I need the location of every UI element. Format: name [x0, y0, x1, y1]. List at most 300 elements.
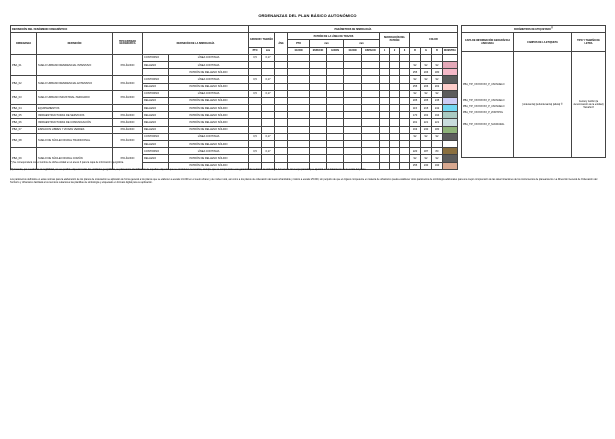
symbol-definition: LÍNEA CONTINUA — [169, 76, 249, 83]
ordinance-definition: SUELO URBANO RESIDENCIAL INTENSIVO — [37, 54, 113, 76]
empty-cell — [390, 105, 400, 112]
empty-cell — [380, 119, 390, 126]
color-r: 255 — [410, 83, 421, 90]
color-b: 92 — [432, 155, 443, 162]
empty-cell — [380, 97, 390, 104]
empty-cell — [288, 112, 310, 119]
document-title: ORDENANZAS DEL PLAN BÁSICO AUTONÓMICO — [258, 13, 357, 18]
angle-header: ÁNG — [275, 33, 288, 55]
thickness-mm: 0,17 — [262, 90, 275, 97]
ordinance-code: PBA_03 — [11, 90, 37, 104]
ordinance-definition: SUELO URBANO RESIDENCIAL EXTENSIVO — [37, 76, 113, 90]
color-sample — [443, 97, 458, 104]
thickness-mm — [262, 112, 275, 119]
empty-cell — [327, 141, 344, 148]
empty-cell — [390, 69, 400, 76]
layer-header: CAPA DE INFORMACIÓN GEOGRÁFICA ASOCIADA — [462, 33, 514, 52]
symbol-definition: PATRÓN DE RELLENO SÓLIDO — [169, 83, 249, 90]
color-g: 206 — [421, 83, 432, 90]
empty-cell — [327, 119, 344, 126]
color-g: 230 — [421, 162, 432, 169]
symbol-element: CONTORNO — [143, 76, 169, 83]
empty-cell — [380, 83, 390, 90]
empty-cell — [275, 97, 288, 104]
empty-cell — [344, 105, 362, 112]
fields-header: CAMPOS DE LA ETIQUETA — [514, 33, 572, 52]
color-b: 221 — [432, 119, 443, 126]
color-b: 180 — [432, 69, 443, 76]
symbol-element: RELLENO — [143, 155, 169, 162]
espacio-header: ESPACIO — [310, 47, 327, 54]
thickness-pto — [249, 97, 262, 104]
empty-cell — [380, 133, 390, 140]
ordinance-definition: EQUIPAMIENTOS — [37, 105, 113, 112]
empty-cell — [344, 112, 362, 119]
color-b: 92 — [432, 76, 443, 83]
color-b — [432, 54, 443, 61]
empty-cell — [288, 141, 310, 148]
empty-cell — [327, 90, 344, 97]
empty-cell — [380, 69, 390, 76]
entity-type — [113, 105, 143, 112]
sep1-header: 1 — [380, 47, 390, 54]
empty-cell — [327, 148, 344, 155]
empty-cell — [362, 148, 380, 155]
empty-cell — [275, 105, 288, 112]
color-r: 92 — [410, 76, 421, 83]
ordinance-code: PBA_07 — [11, 126, 37, 133]
empty-cell — [362, 119, 380, 126]
color-g: 202 — [421, 112, 432, 119]
empty-cell — [288, 69, 310, 76]
ordinance-code: PBA_06 — [11, 119, 37, 126]
color-b: 194 — [432, 112, 443, 119]
ordinance-code: PBA_01 — [11, 54, 37, 76]
empty-cell — [327, 61, 344, 68]
empty-cell — [344, 148, 362, 155]
thickness-header: GROSOR / TAMAÑO — [249, 33, 275, 47]
color-sample — [443, 61, 458, 68]
empty-cell — [380, 54, 390, 61]
empty-cell — [400, 119, 410, 126]
empty-cell — [327, 126, 344, 133]
color-r: 115 — [410, 105, 421, 112]
entity-type: POLÍGONO — [113, 148, 143, 170]
empty-cell — [400, 83, 410, 90]
thickness-mm: 0,17 — [262, 133, 275, 140]
color-g: 187 — [421, 148, 432, 155]
ordinance-code: PBA_05 — [11, 112, 37, 119]
empty-cell — [310, 126, 327, 133]
empty-cell — [327, 112, 344, 119]
entity-type: POLÍGONO — [113, 76, 143, 90]
thickness-mm: 0,17 — [262, 76, 275, 83]
color-sample — [443, 105, 458, 112]
empty-cell — [380, 148, 390, 155]
empty-cell — [344, 54, 362, 61]
empty-cell — [400, 133, 410, 140]
empty-cell — [344, 90, 362, 97]
empty-cell — [344, 119, 362, 126]
empty-cell — [390, 97, 400, 104]
empty-cell — [344, 61, 362, 68]
empty-cell — [288, 133, 310, 140]
ordinance-header: ORDENANZA — [11, 33, 37, 55]
empty-cell — [362, 54, 380, 61]
guion-header: GUION — [288, 47, 310, 54]
empty-cell — [310, 76, 327, 83]
labeling-title: PARÁMETROS DE ETIQUETADO — [513, 27, 551, 31]
empty-cell — [344, 83, 362, 90]
table-row — [11, 112, 458, 119]
empty-cell — [362, 69, 380, 76]
empty-cell — [288, 119, 310, 126]
labeling-table — [461, 25, 606, 158]
empty-cell — [362, 90, 380, 97]
empty-cell — [390, 112, 400, 119]
color-sample — [443, 119, 458, 126]
empty-cell — [310, 61, 327, 68]
color-r: 205 — [410, 97, 421, 104]
empty-cell — [362, 83, 380, 90]
note-1: (*) Se corresponderá con el nombre de dicha entidad en el anexo 3 para la capa de información geográfica. — [10, 161, 124, 164]
color-r: 92 — [410, 133, 421, 140]
symbol-definition: PATRÓN DE RELLENO SÓLIDO — [169, 155, 249, 162]
color-sample — [443, 69, 458, 76]
table-row — [11, 90, 458, 97]
symbol-element: CONTORNO — [143, 148, 169, 155]
thickness-mm — [262, 126, 275, 133]
color-r: 201 — [410, 119, 421, 126]
color-g: 221 — [421, 119, 432, 126]
color-g: 206 — [421, 69, 432, 76]
empty-cell — [310, 83, 327, 90]
empty-cell — [310, 148, 327, 155]
layer-item: PBA_TIP_XXXXXXXX_P_ZONTIPOL — [463, 110, 504, 114]
color-b: 245 — [432, 97, 443, 104]
symbol-element: RELLENO — [143, 126, 169, 133]
empty-cell — [390, 148, 400, 155]
note-3: Los parámetros definidos en estas normas para la elaboración de los planos de ordenación se aplicarán de forma general a los planos que se elaboren a escala 1/1.000 en el suelo urbano y de núcleo rural, así como a los planos de ordenación del suelo urbanizable y rústico a escala 1/5.000, sin perjuicio de que el órgano competente en materia de urbanismo pueda establecer otros parámetros de simbología adicionales para una mejor comprensión de las determinaciones de los instrumentos de planeamiento. La Dirección General de Ordenación del Territorio y Urbanismo facilitará a los técnicos redactores las plantillas de simbología y etiquetado en formato digital para su aplicación. — [10, 178, 598, 184]
color-sample — [443, 133, 458, 140]
empty-cell — [275, 148, 288, 155]
color-b: 180 — [432, 126, 443, 133]
empty-cell — [288, 90, 310, 97]
empty-cell — [275, 69, 288, 76]
empty-cell — [400, 141, 410, 148]
entity-type: POLÍGONO — [113, 112, 143, 119]
thickness-pto — [249, 69, 262, 76]
thickness-mm — [262, 141, 275, 148]
g-header: G — [421, 47, 432, 54]
empty-cell — [400, 54, 410, 61]
note-2: (**) Cuando, por cuestiones de legibilidad, no sea posible etiquetar todas las entidades geográficas, se planeará la identificación de aquellas etiquetas que se consideren necesarias, siempre que su comprensión esté garantizada mediante la simbología del terreno. El cuerpo (tamaño) se ajustará en el tratamiento de la escala del plano. — [10, 168, 367, 171]
pattern-mm2-header: mm — [344, 40, 380, 47]
r-header: R — [410, 47, 421, 54]
empty-cell — [310, 141, 327, 148]
color-r: 92 — [410, 90, 421, 97]
empty-cell — [327, 97, 344, 104]
empty-cell — [327, 105, 344, 112]
empty-cell — [362, 76, 380, 83]
ordinance-definition: ESPACIOS LIBRES Y ZONAS VERDES — [37, 126, 113, 133]
thickness-pto: 0,5 — [249, 76, 262, 83]
color-sample — [443, 54, 458, 61]
empty-cell — [310, 69, 327, 76]
color-g: 92 — [421, 155, 432, 162]
entity-type: POLÍGONO — [113, 126, 143, 133]
empty-cell — [390, 119, 400, 126]
symbol-element: RELLENO — [143, 97, 169, 104]
pattern-pto-header: PTO — [288, 40, 310, 47]
empty-cell — [400, 76, 410, 83]
empty-cell — [380, 76, 390, 83]
empty-cell — [327, 83, 344, 90]
thickness-pto — [249, 112, 262, 119]
empty-cell — [310, 105, 327, 112]
empty-cell — [275, 133, 288, 140]
empty-cell — [400, 148, 410, 155]
empty-cell — [400, 69, 410, 76]
empty-cell — [380, 105, 390, 112]
color-g: 92 — [421, 76, 432, 83]
empty-cell — [310, 97, 327, 104]
labeling-group-header — [462, 26, 606, 33]
color-sample — [443, 148, 458, 155]
color-g: 92 — [421, 133, 432, 140]
symbol-element: CONTORNO — [143, 54, 169, 61]
label-fields: [ordenanza] [subordenanza] [altura] ® — [514, 52, 572, 158]
empty-cell — [344, 133, 362, 140]
color-r: 255 — [410, 69, 421, 76]
thickness-mm — [262, 119, 275, 126]
thickness-pto — [249, 105, 262, 112]
entity-type: POLÍGONO — [113, 119, 143, 126]
symbol-element — [143, 69, 169, 76]
color-g: 230 — [421, 126, 432, 133]
empty-cell — [288, 83, 310, 90]
guion3-header: GUION — [344, 47, 362, 54]
font-header: TIPO Y TAMAÑO DE LETRA — [572, 33, 606, 52]
table-row — [11, 133, 458, 140]
pattern-mm-header: mm — [310, 40, 344, 47]
color-g: 205 — [421, 97, 432, 104]
thickness-pto: 0,5 — [249, 133, 262, 140]
empty-cell — [390, 61, 400, 68]
symbol-definition: PATRÓN DE RELLENO SÓLIDO — [169, 126, 249, 133]
symbol-definition: PATRÓN DE RELLENO SÓLIDO — [169, 141, 249, 148]
empty-cell — [275, 90, 288, 97]
empty-cell — [310, 90, 327, 97]
ordinance-definition: INFRAESTRUCTURAS DE SERVICIOS — [37, 112, 113, 119]
empty-cell — [275, 83, 288, 90]
ordinance-code: PBA_04 — [11, 105, 37, 112]
layer-item: PBA_TIP_XXXXXXXX_P_NUCRURAL — [463, 122, 505, 126]
table-row — [11, 119, 458, 126]
thickness-pto-header: PTO — [249, 47, 262, 54]
empty-cell — [380, 61, 390, 68]
color-r: 170 — [410, 112, 421, 119]
layer-list — [462, 52, 514, 158]
table-row — [11, 76, 458, 83]
entity-type: POLÍGONO — [113, 90, 143, 104]
empty-cell — [327, 69, 344, 76]
thickness-pto — [249, 61, 262, 68]
thickness-pto — [249, 119, 262, 126]
empty-cell — [400, 105, 410, 112]
thickness-pto: 0,5 — [249, 90, 262, 97]
empty-cell — [400, 126, 410, 133]
ordinance-definition: SUELO URBANO INDUSTRIAL-TERCIARIO — [37, 90, 113, 104]
symbology-definition-header: DEFINICIÓN DE LA SIMBOLOGÍA — [143, 33, 249, 55]
thickness-mm: 0,17 — [262, 148, 275, 155]
ordinance-code: PBA_08 — [11, 133, 37, 147]
thickness-mm — [262, 69, 275, 76]
symbol-element: RELLENO — [143, 112, 169, 119]
empty-cell — [390, 83, 400, 90]
empty-cell — [275, 61, 288, 68]
empty-cell — [275, 112, 288, 119]
thickness-mm — [262, 97, 275, 104]
empty-cell — [327, 133, 344, 140]
table-row — [11, 54, 458, 61]
empty-cell — [390, 54, 400, 61]
dash-pattern-header: PATRÓN DE LA LÍNEA DE TRAZOS — [288, 33, 380, 40]
symbol-definition: LÍNEA CONTINUA — [169, 90, 249, 97]
empty-cell — [275, 76, 288, 83]
thickness-pto — [249, 126, 262, 133]
sep3-header: 3 — [400, 47, 410, 54]
b-header: B — [432, 47, 443, 54]
empty-cell — [400, 112, 410, 119]
espacio2-header: ESPACIO — [362, 47, 380, 54]
empty-cell — [362, 141, 380, 148]
ordinance-code: PBA_09 — [11, 148, 37, 170]
color-sample — [443, 90, 458, 97]
ordinance-definition: SUELO DE NÚCLEO RURAL COMÚN — [37, 148, 113, 170]
color-sample — [443, 76, 458, 83]
empty-cell — [288, 97, 310, 104]
color-g — [421, 141, 432, 148]
symbol-element: RELLENO — [143, 119, 169, 126]
layer-item: PBA_TIP_XXXXXXXX_P_USOSUELO — [463, 82, 505, 86]
symbol-element: RELLENO — [143, 141, 169, 148]
empty-cell — [344, 126, 362, 133]
color-r: 163 — [410, 126, 421, 133]
empty-cell — [275, 126, 288, 133]
pattern-separation-header: SEPARACIÓN DEL PATRÓN — [380, 33, 410, 47]
symbol-element: CONTORNO — [143, 90, 169, 97]
entity-type: POLÍGONO — [113, 54, 143, 76]
color-sample — [443, 112, 458, 119]
empty-cell — [327, 54, 344, 61]
empty-cell — [400, 61, 410, 68]
empty-cell — [327, 76, 344, 83]
label-font: Century Gothic (la denominación de la entidad) Tamaño 8 — [572, 52, 606, 158]
thickness-mm — [262, 61, 275, 68]
symbol-definition: LÍNEA CONTINUA — [169, 148, 249, 155]
ordinance-code: PBA_02 — [11, 76, 37, 90]
symbol-definition: LÍNEA CONTINUA — [169, 61, 249, 68]
layer-item: PBA_TIP_XXXXXXXX_P_USOSUELO — [463, 104, 505, 108]
ordinance-definition: INFRAESTRUCTURAS DE COMUNICACIÓN — [37, 119, 113, 126]
thickness-mm: 0,17 — [262, 54, 275, 61]
definition-header: DEFINICIÓN — [37, 33, 113, 55]
color-header: COLOR — [410, 33, 458, 47]
color-b: 92 — [432, 61, 443, 68]
layer-item: PBA_TIP_XXXXXXXX_P_USOSUELO — [463, 98, 505, 102]
symbol-definition: PATRÓN DE RELLENO SÓLIDO — [169, 119, 249, 126]
empty-cell — [390, 126, 400, 133]
empty-cell — [310, 112, 327, 119]
thickness-mm — [262, 83, 275, 90]
empty-cell — [288, 76, 310, 83]
empty-cell — [362, 126, 380, 133]
symbol-element: CONTORNO — [143, 133, 169, 140]
ordinances-table — [10, 25, 458, 170]
color-r: 220 — [410, 148, 421, 155]
sample-header: MUESTRA — [443, 47, 458, 54]
empty-cell — [275, 54, 288, 61]
color-g: 92 — [421, 61, 432, 68]
empty-cell — [390, 133, 400, 140]
guion2-header: GUION — [327, 47, 344, 54]
empty-cell — [288, 54, 310, 61]
empty-cell — [362, 105, 380, 112]
thickness-pto — [249, 141, 262, 148]
labeling-sup: (*) — [550, 27, 554, 30]
thickness-pto: 0,5 — [249, 148, 262, 155]
empty-cell — [275, 141, 288, 148]
color-b — [432, 141, 443, 148]
empty-cell — [310, 54, 327, 61]
symbol-definition: LÍNEA CONTINUA — [169, 133, 249, 140]
empty-cell — [390, 141, 400, 148]
color-b: 92 — [432, 133, 443, 140]
ordinance-definition: SUELO DE NÚCLEO RURAL TRADICIONAL — [37, 133, 113, 147]
symbol-element: RELLENO — [143, 61, 169, 68]
color-b: 242 — [432, 105, 443, 112]
thickness-mm — [262, 105, 275, 112]
empty-cell — [310, 133, 327, 140]
color-r: 92 — [410, 61, 421, 68]
symbol-definition: PATRÓN DE RELLENO SÓLIDO — [169, 97, 249, 104]
empty-cell — [344, 97, 362, 104]
color-b: 202 — [432, 83, 443, 90]
empty-cell — [362, 133, 380, 140]
entity-type: POLÍGONO — [113, 133, 143, 147]
table-row — [11, 148, 458, 155]
color-b: 92 — [432, 90, 443, 97]
color-r — [410, 141, 421, 148]
empty-cell — [288, 148, 310, 155]
thickness-pto: 0,5 — [249, 54, 262, 61]
color-g: 215 — [421, 105, 432, 112]
empty-cell — [288, 105, 310, 112]
symbol-definition: PATRÓN DE RELLENO SÓLIDO — [169, 112, 249, 119]
color-r: 92 — [410, 155, 421, 162]
empty-cell — [362, 112, 380, 119]
thickness-pto — [249, 83, 262, 90]
color-sample — [443, 141, 458, 148]
empty-cell — [288, 126, 310, 133]
symbol-definition: PATRÓN DE RELLENO SÓLIDO — [169, 162, 249, 169]
definition-group-header: DEFINICIÓN DEL FENÓMENO URBANÍSTICO — [11, 26, 249, 33]
color-sample — [443, 83, 458, 90]
empty-cell — [400, 97, 410, 104]
empty-cell — [344, 141, 362, 148]
empty-cell — [380, 112, 390, 119]
